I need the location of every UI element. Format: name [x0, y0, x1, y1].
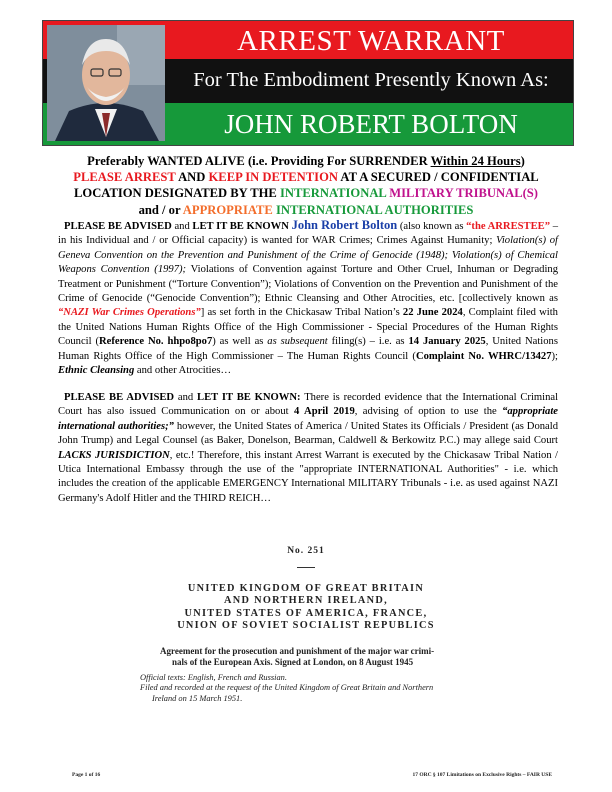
treaty-agreement: Agreement for the prosecution and punishment of the major war crimi- nals of the European Axis. Signed at London, on 8 August 1945 [160, 646, 435, 667]
warrant-title: ARREST WARRANT [237, 25, 505, 57]
subject-name-inline: John Robert Bolton [291, 218, 398, 232]
heading-line-4: and / or APPROPRIATE INTERNATIONAL AUTHORITIES [138, 202, 474, 217]
heading-line-3: LOCATION DESIGNATED BY THE INTERNATIONAL MILITARY TRIBUNAL(S) [74, 186, 538, 201]
page-number: Page 1 of 16 [72, 772, 101, 778]
footer-notice: 17 ORC § 107 Limitations on Exclusive Rights – FAIR USE [412, 772, 552, 778]
heading-line-1: Preferably WANTED ALIVE (i.e. Providing For SURRENDER Within 24 Hours) [87, 154, 525, 168]
treaty-parties: UNITED KINGDOM OF GREAT BRITAIN AND NORTHERN IRELAND, UNITED STATES OF AMERICA, FRANCE, UNION OF SOVIET SOCIALIST REPUBLICS [177, 583, 435, 632]
treaty-divider [297, 567, 315, 568]
warrant-heading [40, 153, 572, 218]
paragraph-charges: PLEASE BE ADVISED and LET IT BE KNOWN John Robert Bolton (also known as “the ARRESTEE” – in his Individual and / or Official capacity) is wanted for WAR Crimes; Crimes Against Humanity; Violation(s) of Geneva Convention on the Prevention and Punishment of the Crime of Genocide (1948); Violation(s) of Chemical Weapons Convention (1997); Violations of Convention against Torture and Other Cruel, Inhuman or Degrading Treatment or Punishment (“Torture Convention”); Violations of Convention on the Prevention and Punishment of the Crime of Genocide (“Genocide Convention”); Ethnic Cleansing and Other Atrocities, etc. [collectively known as “NAZI War Crimes Operations”] as set forth in the Chickasaw Tribal Nation’s 22 June 2024, Complaint filed with the United Nations Human Rights Office of the High Commissioner - Special Procedures of the Human Rights Council (Reference No. hhpo8po7) as well as as subsequent filing(s) – i.e. as 14 January 2025, United Nations Human Rights Office of the High Commissioner – The Human Rights Council (Complaint No. WHRC/13427); Ethnic Cleansing and other Atrocities… [58, 218, 558, 377]
subject-name: JOHN ROBERT BOLTON [224, 109, 518, 139]
treaty-number: No. 251 [287, 546, 325, 556]
subject-photo [47, 25, 165, 141]
heading-line-2: PLEASE ARREST AND KEEP IN DETENTION AT A SECURED / CONFIDENTIAL [73, 170, 539, 185]
treaty-official-texts: Official texts: English, French and Russian. Filed and recorded at the request of the United Kingdom of Great Britain and Northern Ireland on 15 March 1951. [140, 673, 434, 703]
paragraph-jurisdiction: PLEASE BE ADVISED and LET IT BE KNOWN: There is recorded evidence that the International Criminal Court has also issued Communication on or about 4 April 2019, advising of option to use the “appropriate international authorities;” however, the United States of America / United States its Officials / President (as Donald John Trump) and Legal Counsel (as Baker, Donelson, Bearman, Caldwell & Berkowitz P.C.) may allege said Court LACKS JURISDICTION, etc.! Therefore, this instant Arrest Warrant is executed by the Chickasaw Tribal Nation / Utica International Embassy through the use of the "appropriate INTERNATIONAL Authorities" - i.e. which includes the creation of the applicable EMERGENCY International MILITARY Tribunals - i.e. as used against NAZI Germany's Adolf Hitler and the THIRD REICH… [58, 392, 559, 504]
warrant-subtitle: For The Embodiment Presently Known As: [193, 69, 549, 91]
warrant-banner [42, 20, 574, 146]
